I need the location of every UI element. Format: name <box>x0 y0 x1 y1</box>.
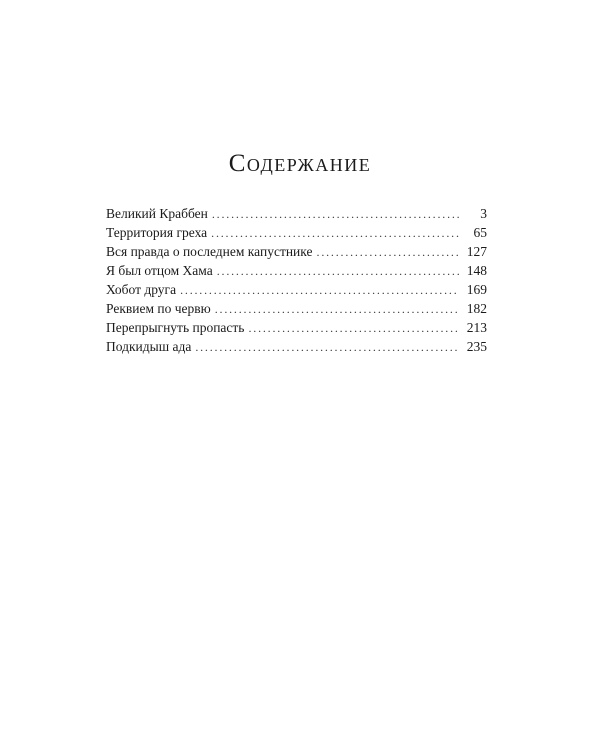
toc-page-number: 235 <box>466 339 487 354</box>
toc-entry-title: Я был отцом Хама <box>106 263 213 278</box>
dot-leader <box>180 281 459 300</box>
toc-page-number: 148 <box>466 263 487 278</box>
toc-entry <box>106 223 487 242</box>
page-title: Содержание <box>228 150 372 177</box>
toc-entry <box>106 261 487 280</box>
toc-entry <box>106 337 487 356</box>
toc-page-number: 127 <box>466 244 487 259</box>
toc-entry <box>106 280 487 299</box>
toc-entry-title: Реквием по червю <box>106 301 211 316</box>
toc-page-number: 169 <box>466 282 487 297</box>
toc-list <box>106 204 487 356</box>
toc-entry <box>106 204 487 223</box>
toc-entry-title: Хобот друга <box>106 282 177 297</box>
dot-leader <box>211 224 459 243</box>
toc-entry-title: Вся правда о последнем капустнике <box>106 244 313 259</box>
dot-leader <box>217 262 459 281</box>
toc-entry-title: Территория греха <box>106 225 208 240</box>
dot-leader <box>248 319 459 338</box>
toc-entry-title: Великий Краббен <box>106 206 208 221</box>
toc-page-number: 65 <box>473 225 487 240</box>
dot-leader <box>212 205 459 224</box>
toc-entry-title: Подкидыш ада <box>106 339 192 354</box>
dot-leader <box>317 243 459 262</box>
toc-page-number: 182 <box>466 301 487 316</box>
dot-leader <box>195 338 459 357</box>
toc-page-number: 3 <box>480 206 487 221</box>
toc-entry <box>106 299 487 318</box>
toc-page-number: 213 <box>466 320 487 335</box>
dot-leader <box>215 300 459 319</box>
toc-entry <box>106 242 487 261</box>
toc-entry <box>106 318 487 337</box>
toc-entry-title: Перепрыгнуть пропасть <box>106 320 245 335</box>
